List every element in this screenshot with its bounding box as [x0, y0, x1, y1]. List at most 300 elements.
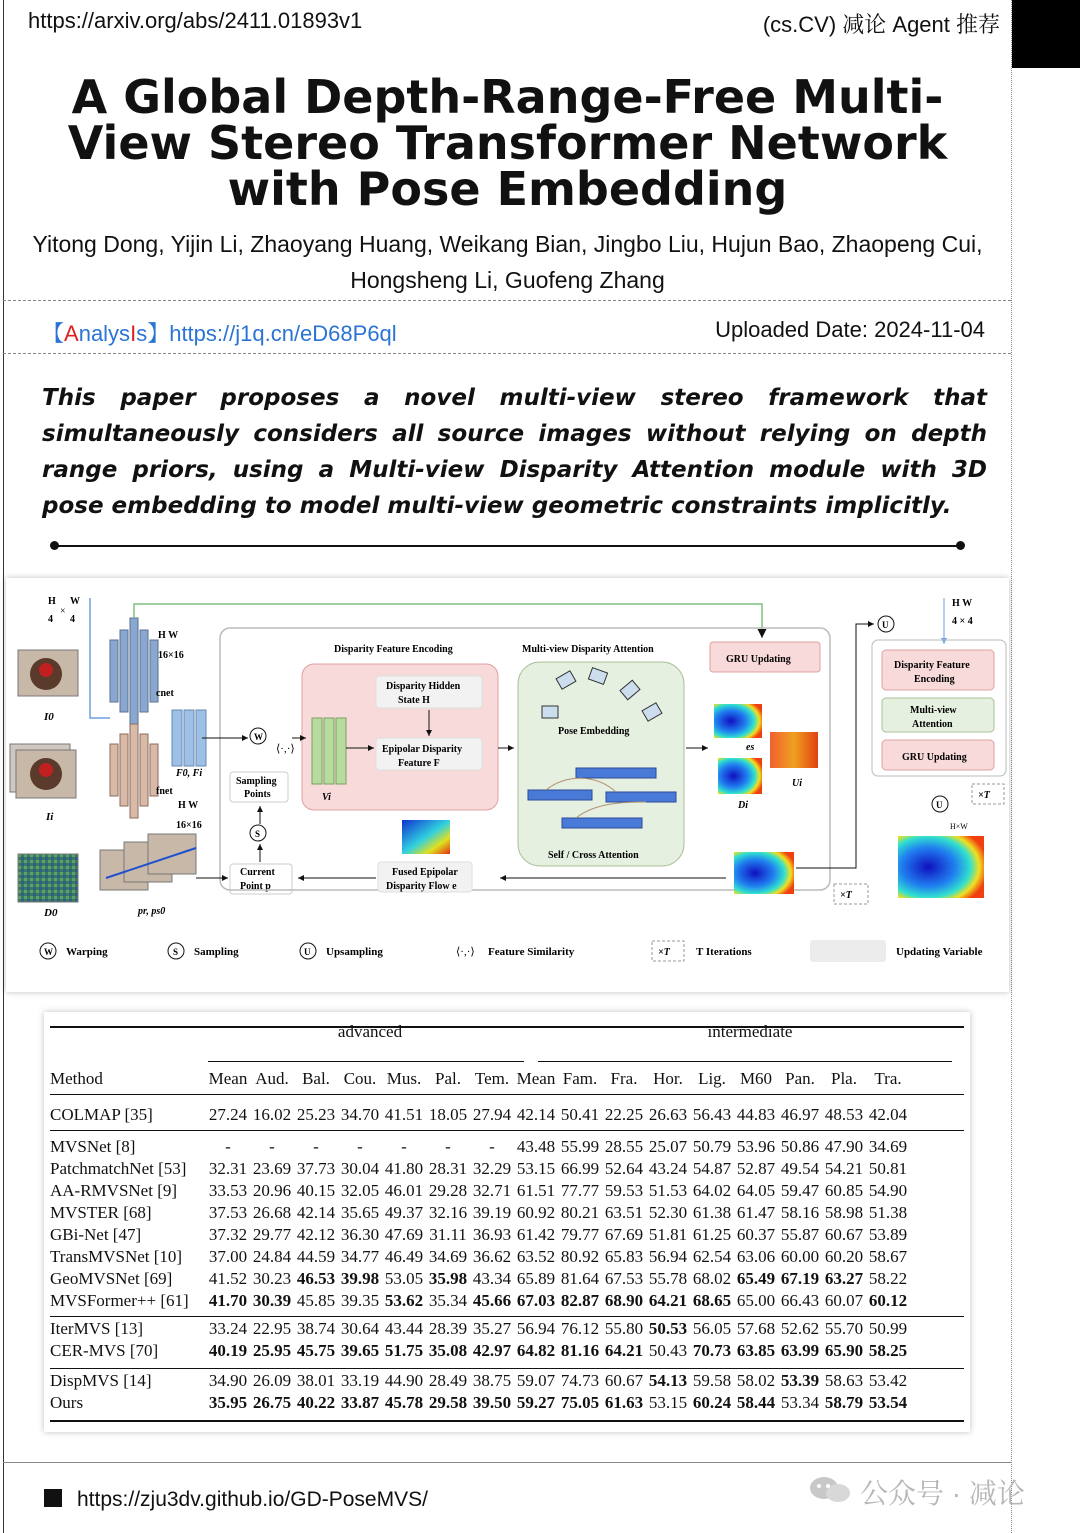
score-cell: 35.98 — [428, 1269, 468, 1288]
results-section-4 — [50, 1370, 910, 1414]
score-cell: 16.02 — [252, 1105, 292, 1124]
score-cell: 22.95 — [252, 1319, 292, 1338]
score-cell: 43.24 — [648, 1159, 688, 1178]
score-cell: 44.83 — [736, 1105, 776, 1124]
paper-abstract: This paper proposes a novel multi-view stereo framework that simultaneously considers all source images without relying on depth range priors, using a Multi-view Disparity Attention module with 3D pose embedding to model multi-view geometric constraints implicitly. — [42, 385, 987, 519]
score-cell: 32.29 — [472, 1159, 512, 1178]
score-cell: 52.87 — [736, 1159, 776, 1178]
table-rule-1 — [50, 1130, 964, 1131]
label-vi: Vi — [322, 792, 331, 803]
divider-dot-right — [956, 541, 965, 550]
score-cell: 66.99 — [560, 1159, 600, 1178]
output-depth-map — [734, 852, 794, 894]
score-cell: 53.15 — [648, 1393, 688, 1412]
analysis-letter-a: A — [64, 321, 79, 346]
score-cell: 59.07 — [516, 1371, 556, 1390]
score-cell: 50.81 — [868, 1159, 908, 1178]
score-cell: 63.27 — [824, 1269, 864, 1288]
score-cell: 79.77 — [560, 1225, 600, 1244]
table-row — [50, 1158, 910, 1180]
method-cell: AA-RMVSNet [9] — [50, 1181, 178, 1200]
score-cell: 67.69 — [604, 1225, 644, 1244]
score-cell: - — [489, 1137, 495, 1156]
arxiv-url[interactable]: https://arxiv.org/abs/2411.01893v1 — [28, 8, 363, 33]
score-cell: 56.94 — [648, 1247, 688, 1266]
project-url[interactable]: https://zju3dv.github.io/GD-PoseMVS/ — [77, 1488, 428, 1511]
score-cell: 53.05 — [384, 1269, 424, 1288]
label-fnet: fnet — [156, 786, 173, 797]
legend-similarity-label: Feature Similarity — [488, 946, 575, 958]
column-header: Aud. — [255, 1069, 289, 1088]
score-cell: 53.54 — [868, 1393, 908, 1412]
score-cell: 63.99 — [780, 1341, 820, 1360]
score-cell: 39.35 — [340, 1291, 380, 1310]
score-cell: 50.86 — [780, 1137, 820, 1156]
label-ui: Ui — [792, 778, 802, 789]
score-cell: 46.97 — [780, 1105, 820, 1124]
column-header: M60 — [739, 1069, 773, 1088]
column-header: Mean — [208, 1069, 248, 1088]
upsample-node-bottom-symbol: U — [936, 800, 943, 810]
score-cell: 52.62 — [780, 1319, 820, 1338]
score-cell: 25.23 — [296, 1105, 336, 1124]
score-cell: 60.07 — [824, 1291, 864, 1310]
score-cell: 58.63 — [824, 1371, 864, 1390]
score-cell: 70.73 — [692, 1341, 732, 1360]
score-cell: 56.05 — [692, 1319, 732, 1338]
score-cell: 28.39 — [428, 1319, 468, 1338]
feature-maps — [172, 710, 206, 766]
column-header: Fam. — [562, 1069, 598, 1088]
group-intermediate: intermediate — [707, 1022, 793, 1041]
score-cell: 20.96 — [252, 1181, 292, 1200]
score-cell: 33.53 — [208, 1181, 248, 1200]
score-cell: 51.75 — [384, 1341, 424, 1360]
column-header: Hor. — [653, 1069, 683, 1088]
score-cell: 60.92 — [516, 1203, 556, 1222]
score-cell: 47.69 — [384, 1225, 424, 1244]
score-cell: 55.78 — [648, 1269, 688, 1288]
table-row — [50, 1224, 910, 1246]
score-cell: 64.82 — [516, 1341, 556, 1360]
column-header: Lig. — [698, 1069, 726, 1088]
dim-h4-left: H — [48, 596, 56, 607]
score-cell: 30.23 — [252, 1269, 292, 1288]
score-cell: 52.30 — [648, 1203, 688, 1222]
score-cell: 60.12 — [868, 1291, 908, 1310]
label-epi-1: Epipolar Disparity — [382, 744, 463, 755]
uploaded-date: Uploaded Date: 2024-11-04 — [715, 317, 985, 342]
score-cell: 36.62 — [472, 1247, 512, 1266]
legend-sample-symbol: S — [173, 947, 179, 957]
score-cell: 54.21 — [824, 1159, 864, 1178]
similarity-node: ⟨·,·⟩ — [276, 743, 295, 755]
table-rule-2 — [50, 1316, 964, 1317]
label-es: es — [746, 742, 755, 753]
legend-iter-label: T Iterations — [696, 946, 752, 958]
analysis-letter-i: I — [130, 321, 137, 346]
score-cell: 25.07 — [648, 1137, 688, 1156]
analysis-letters: nalys — [78, 321, 131, 346]
score-cell: 44.90 — [384, 1371, 424, 1390]
score-cell: 60.67 — [824, 1225, 864, 1244]
score-cell: 39.98 — [340, 1269, 380, 1288]
score-cell: 29.77 — [252, 1225, 292, 1244]
table-header-rule — [50, 1094, 964, 1095]
cnet-encoder — [110, 618, 158, 724]
score-cell: 41.80 — [384, 1159, 424, 1178]
results-table — [50, 1068, 910, 1090]
score-cell: 49.54 — [780, 1159, 820, 1178]
score-cell: 30.39 — [252, 1291, 292, 1310]
legend-sample-label: Sampling — [194, 946, 239, 958]
score-cell: 63.85 — [736, 1341, 776, 1360]
score-cell: 59.47 — [780, 1181, 820, 1200]
score-cell: 33.24 — [208, 1319, 248, 1338]
final-depth-map — [898, 836, 984, 898]
score-cell: 51.38 — [868, 1203, 908, 1222]
label-current-1: Current — [240, 867, 275, 878]
score-cell: - — [401, 1137, 407, 1156]
score-cell: 43.48 — [516, 1137, 556, 1156]
table-row — [50, 1290, 910, 1312]
score-cell: 56.43 — [692, 1105, 732, 1124]
es-map — [714, 704, 762, 738]
score-cell: - — [445, 1137, 451, 1156]
score-cell: 29.58 — [428, 1393, 468, 1412]
score-cell: 26.75 — [252, 1393, 292, 1412]
score-cell: 26.68 — [252, 1203, 292, 1222]
score-cell: 42.04 — [868, 1105, 908, 1124]
score-cell: 67.19 — [780, 1269, 820, 1288]
score-cell: 80.21 — [560, 1203, 600, 1222]
score-cell: 55.87 — [780, 1225, 820, 1244]
score-cell: 37.53 — [208, 1203, 248, 1222]
score-cell: 24.84 — [252, 1247, 292, 1266]
legend-upsample-label: Upsampling — [326, 946, 383, 958]
score-cell: 45.75 — [296, 1341, 336, 1360]
architecture-figure — [6, 578, 1009, 992]
label-sampling-1: Sampling — [236, 776, 277, 787]
score-cell: 23.69 — [252, 1159, 292, 1178]
label-current-2: Point p — [240, 881, 271, 892]
score-cell: 65.00 — [736, 1291, 776, 1310]
label-hw: H×W — [950, 822, 968, 831]
score-cell: - — [269, 1137, 275, 1156]
score-cell: 58.44 — [736, 1393, 776, 1412]
score-cell: 46.01 — [384, 1181, 424, 1200]
method-cell: PatchmatchNet [53] — [50, 1159, 187, 1178]
section-divider — [54, 545, 960, 547]
table-section — [50, 1104, 910, 1126]
analysis-link[interactable] — [42, 317, 397, 348]
i0-highlight — [39, 663, 53, 677]
table-row — [50, 1104, 910, 1126]
score-cell: 35.27 — [472, 1319, 512, 1338]
page-frame-right — [1011, 0, 1012, 1533]
label-pr-ps: pr, ps0 — [138, 906, 166, 917]
score-cell: 35.08 — [428, 1341, 468, 1360]
score-cell: 40.22 — [296, 1393, 336, 1412]
score-cell: 68.65 — [692, 1291, 732, 1310]
label-f0fi: F0, Fi — [176, 768, 203, 779]
label-fused-1: Fused Epipolar — [392, 867, 458, 878]
score-cell: 28.31 — [428, 1159, 468, 1178]
score-cell: 53.89 — [868, 1225, 908, 1244]
score-cell: 55.70 — [824, 1319, 864, 1338]
score-cell: 60.24 — [692, 1393, 732, 1412]
score-cell: 45.66 — [472, 1291, 512, 1310]
analysis-url[interactable]: https://j1q.cn/eD68P6ql — [169, 321, 397, 346]
column-header: Pan. — [785, 1069, 815, 1088]
score-cell: 51.53 — [648, 1181, 688, 1200]
score-cell: 60.00 — [780, 1247, 820, 1266]
score-cell: 38.75 — [472, 1371, 512, 1390]
column-header: Cou. — [343, 1069, 377, 1088]
score-cell: 38.74 — [296, 1319, 336, 1338]
score-cell: 32.16 — [428, 1203, 468, 1222]
score-cell: 68.90 — [604, 1291, 644, 1310]
divider-dot-left — [50, 541, 59, 550]
score-cell: 67.53 — [604, 1269, 644, 1288]
label-hidden-2: State H — [398, 695, 430, 706]
score-cell: 64.05 — [736, 1181, 776, 1200]
label-right-gru: GRU Updating — [902, 752, 967, 763]
analysis-bracket-close: 】 — [147, 321, 170, 346]
paper-authors: Yitong Dong, Yijin Li, Zhaoyang Huang, Weikang Bian, Jingbo Liu, Hujun Bao, Zhaopeng Cui, Hongsheng Li, Guofeng Zhang — [32, 231, 983, 293]
score-cell: 40.15 — [296, 1181, 336, 1200]
score-cell: 53.96 — [736, 1137, 776, 1156]
score-cell: 36.93 — [472, 1225, 512, 1244]
score-cell: 74.73 — [560, 1371, 600, 1390]
column-header: Tem. — [474, 1069, 510, 1088]
score-cell: 32.05 — [340, 1181, 380, 1200]
score-cell: 30.04 — [340, 1159, 380, 1178]
method-cell: IterMVS [13] — [50, 1319, 144, 1338]
table-row — [50, 1246, 910, 1268]
table-row — [50, 1268, 910, 1290]
column-header: Mus. — [386, 1069, 422, 1088]
score-cell: 61.25 — [692, 1225, 732, 1244]
score-cell: 61.42 — [516, 1225, 556, 1244]
score-cell: 64.02 — [692, 1181, 732, 1200]
column-header: Fra. — [610, 1069, 638, 1088]
score-cell: 61.38 — [692, 1203, 732, 1222]
legend-iter-symbol: ×T — [658, 947, 670, 958]
mda-block — [518, 662, 684, 866]
architecture-diagram — [6, 578, 1009, 992]
score-cell: 53.15 — [516, 1159, 556, 1178]
score-cell: 53.62 — [384, 1291, 424, 1310]
method-cell: DispMVS [14] — [50, 1371, 152, 1390]
score-cell: 25.95 — [252, 1341, 292, 1360]
label-iter: ×T — [840, 890, 852, 901]
score-cell: - — [357, 1137, 363, 1156]
table-row — [50, 1318, 910, 1340]
volume-vi — [312, 718, 346, 784]
skip-line-top — [134, 604, 762, 638]
score-cell: 58.98 — [824, 1203, 864, 1222]
score-cell: 26.09 — [252, 1371, 292, 1390]
score-cell: 28.49 — [428, 1371, 468, 1390]
score-cell: 37.00 — [208, 1247, 248, 1266]
label-sampling-2: Points — [244, 789, 271, 800]
label-mda: Multi-view Disparity Attention — [522, 644, 654, 655]
score-cell: 50.43 — [648, 1341, 688, 1360]
score-cell: 66.43 — [780, 1291, 820, 1310]
score-cell: 37.32 — [208, 1225, 248, 1244]
score-cell: 54.87 — [692, 1159, 732, 1178]
label-self-cross: Self / Cross Attention — [548, 850, 639, 861]
method-cell: Ours — [50, 1393, 84, 1412]
score-cell: 64.21 — [604, 1341, 644, 1360]
score-cell: 49.37 — [384, 1203, 424, 1222]
watermark-text: 公众号 · 减论 — [860, 1478, 1025, 1509]
score-cell: - — [225, 1137, 231, 1156]
score-cell: 82.87 — [560, 1291, 600, 1310]
table-row — [50, 1202, 910, 1224]
score-cell: 54.90 — [868, 1181, 908, 1200]
score-cell: 59.27 — [516, 1393, 556, 1412]
label-di: Di — [738, 800, 748, 811]
score-cell: 77.77 — [560, 1181, 600, 1200]
di-map — [718, 758, 762, 794]
score-cell: 61.47 — [736, 1203, 776, 1222]
table-row — [50, 1370, 910, 1392]
dim-4-right: 4 × 4 — [952, 616, 973, 627]
score-cell: 58.25 — [868, 1341, 908, 1360]
score-cell: 56.94 — [516, 1319, 556, 1338]
score-cell: 67.03 — [516, 1291, 556, 1310]
analysis-bracket-open: 【 — [42, 321, 65, 346]
score-cell: 64.21 — [648, 1291, 688, 1310]
column-header-method: Method — [50, 1069, 103, 1088]
legend-update-label: Updating Variable — [896, 946, 983, 958]
score-cell: 47.90 — [824, 1137, 864, 1156]
score-cell: 35.34 — [428, 1291, 468, 1310]
score-cell: 50.79 — [692, 1137, 732, 1156]
score-cell: 81.16 — [560, 1341, 600, 1360]
warp-node-symbol: W — [254, 732, 263, 742]
score-cell: 43.44 — [384, 1319, 424, 1338]
score-cell: 58.16 — [780, 1203, 820, 1222]
score-cell: 58.67 — [868, 1247, 908, 1266]
score-cell: 68.02 — [692, 1269, 732, 1288]
label-right-dfe-2: Encoding — [914, 674, 955, 685]
score-cell: 81.64 — [560, 1269, 600, 1288]
initial-depth-d0 — [18, 854, 78, 902]
score-cell: 35.95 — [208, 1393, 248, 1412]
label-cnet: cnet — [156, 688, 174, 699]
score-cell: 57.68 — [736, 1319, 776, 1338]
score-cell: 39.19 — [472, 1203, 512, 1222]
score-cell: 58.02 — [736, 1371, 776, 1390]
score-cell: 27.24 — [208, 1105, 248, 1124]
fnet-encoder — [110, 724, 158, 818]
score-cell: 65.89 — [516, 1269, 556, 1288]
label-pose: Pose Embedding — [558, 726, 630, 737]
label-hidden-1: Disparity Hidden — [386, 681, 461, 692]
footer-rule — [3, 1462, 1011, 1463]
table-bottom-rule — [50, 1420, 964, 1422]
legend-warp-label: Warping — [66, 946, 108, 958]
label-gru: GRU Updating — [726, 654, 791, 665]
label-i0: I0 — [44, 711, 54, 723]
score-cell: 42.12 — [296, 1225, 336, 1244]
score-cell: 44.59 — [296, 1247, 336, 1266]
score-cell: 41.52 — [208, 1269, 248, 1288]
table-rule-3 — [50, 1368, 964, 1369]
score-cell: 60.85 — [824, 1181, 864, 1200]
column-header: Bal. — [302, 1069, 330, 1088]
score-cell: 29.28 — [428, 1181, 468, 1200]
sample-node-symbol: S — [255, 829, 261, 839]
score-cell: 53.34 — [780, 1393, 820, 1412]
score-cell: 34.69 — [868, 1137, 908, 1156]
score-cell: 45.78 — [384, 1393, 424, 1412]
score-cell: 80.92 — [560, 1247, 600, 1266]
legend-update-swatch — [810, 940, 886, 962]
sampled-points-image — [100, 834, 196, 890]
label-right-iter: ×T — [978, 790, 990, 801]
score-cell: 55.99 — [560, 1137, 600, 1156]
score-cell: 60.20 — [824, 1247, 864, 1266]
score-cell: 22.25 — [604, 1105, 644, 1124]
label-fused-2: Disparity Flow e — [386, 881, 457, 892]
score-cell: 76.12 — [560, 1319, 600, 1338]
label-right-mda-1: Multi-view — [910, 705, 957, 716]
score-cell: 61.63 — [604, 1393, 644, 1412]
score-cell: 34.69 — [428, 1247, 468, 1266]
method-cell: GeoMVSNet [69] — [50, 1269, 173, 1288]
dim-w-left: W — [70, 596, 80, 607]
ii-highlight — [39, 763, 53, 777]
table-section — [50, 1136, 910, 1312]
group-intermediate-underline — [538, 1061, 952, 1062]
score-cell: 34.70 — [340, 1105, 380, 1124]
dim-h4-right: H W — [952, 598, 973, 609]
analysis-letter-s: s — [136, 321, 148, 346]
score-cell: 32.31 — [208, 1159, 248, 1178]
score-cell: - — [313, 1137, 319, 1156]
method-cell: CER-MVS [70] — [50, 1341, 159, 1360]
table-section — [50, 1318, 910, 1362]
legend — [40, 940, 983, 962]
column-header: Tra. — [874, 1069, 902, 1088]
score-cell: 41.70 — [208, 1291, 248, 1310]
score-cell: 55.80 — [604, 1319, 644, 1338]
dim-16-top-b: 16×16 — [158, 650, 184, 661]
corner-block — [1012, 0, 1080, 68]
score-cell: 32.71 — [472, 1181, 512, 1200]
dim-4-left: 4 — [48, 614, 53, 625]
score-cell: 62.54 — [692, 1247, 732, 1266]
table-row — [50, 1340, 910, 1362]
dim-16-bottom-b: 16×16 — [176, 820, 202, 831]
score-cell: 65.90 — [824, 1341, 864, 1360]
score-cell: 63.06 — [736, 1247, 776, 1266]
score-cell: 59.58 — [692, 1371, 732, 1390]
score-cell: 34.77 — [340, 1247, 380, 1266]
method-cell: GBi-Net [47] — [50, 1225, 142, 1244]
score-cell: 53.42 — [868, 1371, 908, 1390]
score-cell: 65.83 — [604, 1247, 644, 1266]
label-right-mda-2: Attention — [912, 719, 953, 730]
score-cell: 26.63 — [648, 1105, 688, 1124]
score-cell: 30.64 — [340, 1319, 380, 1338]
score-cell: 54.13 — [648, 1371, 688, 1390]
score-cell: 34.90 — [208, 1371, 248, 1390]
